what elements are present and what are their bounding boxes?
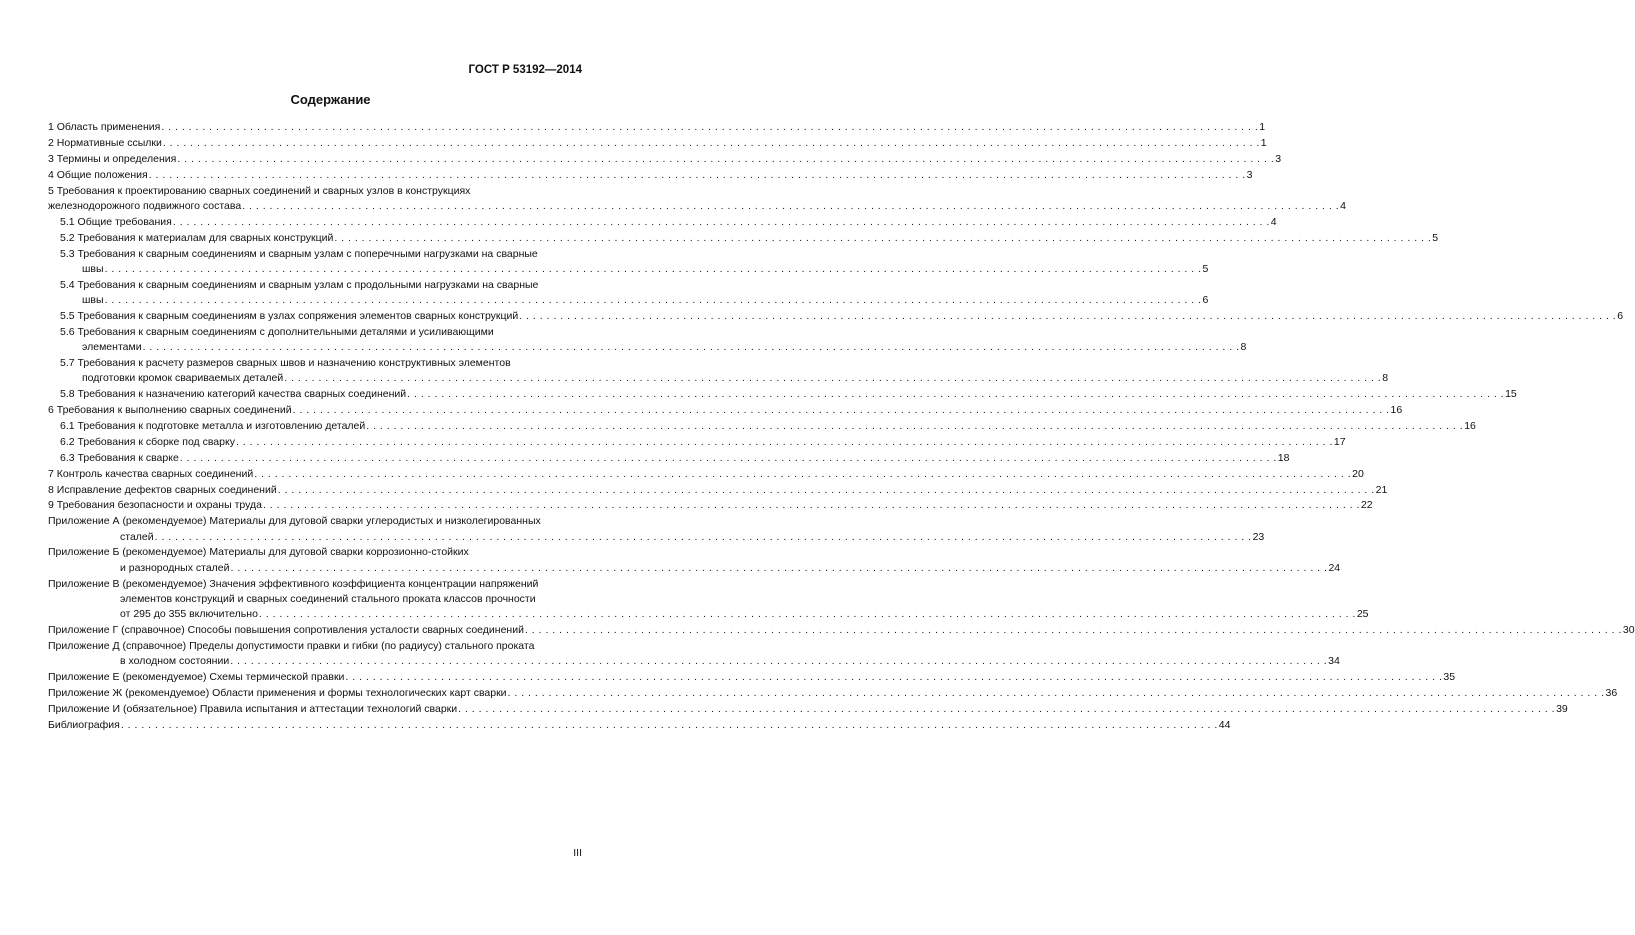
toc-entry-number: 5.1 (60, 215, 75, 228)
toc-entry[interactable] (48, 623, 1635, 638)
toc-entry-number: Приложение Г (48, 624, 119, 637)
toc-entry[interactable] (48, 309, 1624, 324)
toc-entry-number: 8 (48, 483, 54, 496)
toc-page-number: 3 (1275, 152, 1282, 165)
toc-entry-number: 5.6 (60, 325, 75, 338)
toc-entry-title: Требования к назначению категорий качества сварных соединений (77, 388, 407, 401)
dot-leader (254, 467, 1351, 482)
dot-leader (231, 561, 1328, 576)
toc-entry[interactable] (48, 467, 1364, 482)
toc-entry[interactable] (48, 435, 1346, 450)
toc-entry[interactable] (48, 403, 1403, 418)
toc-page-number: 1 (1259, 121, 1266, 133)
dot-leader (366, 419, 1463, 434)
toc-entry[interactable] (48, 356, 1389, 387)
toc-entry-number: Приложение Д (48, 640, 120, 653)
toc-entry-number: 5 (48, 184, 54, 197)
toc-entry[interactable] (48, 702, 1568, 717)
toc-page-number: 1 (1260, 136, 1267, 149)
dot-leader (278, 483, 1375, 498)
dot-leader (407, 387, 1504, 402)
toc-entry-title: Требования к сварным соединениям в узлах сопряжения элементов сварных конструкций (77, 309, 519, 322)
toc-entry-number: 5.4 (60, 278, 75, 291)
dot-leader (242, 199, 1339, 214)
toc-page-number: 36 (1605, 687, 1618, 700)
dot-leader (180, 451, 1277, 466)
toc-entry-title: Требования к сварным соединениям и сварным узлам с продольными нагрузками на сварные (77, 278, 539, 291)
dot-leader (345, 670, 1442, 685)
toc-page-number: 4 (1270, 215, 1277, 228)
toc-entry-title-continued: и разнородных сталей (120, 561, 230, 574)
toc-entry-title: Термины и определения (56, 152, 177, 165)
dot-leader (173, 215, 1270, 230)
table-of-contents (48, 120, 1635, 734)
toc-entry-title: (справочное) Пределы допустимости правки и гибки (по радиусу) стального проката (122, 640, 535, 653)
toc-entry[interactable] (48, 278, 1209, 309)
toc-entry-number: 5.2 (60, 231, 75, 244)
dot-leader (525, 623, 1622, 638)
toc-entry-number: 6.1 (60, 419, 75, 432)
toc-entry-number: Приложение В (48, 577, 120, 590)
toc-entry-title: Требования к выполнению сварных соединений (56, 404, 292, 417)
toc-page-number: 4 (1340, 199, 1346, 212)
toc-entry[interactable] (48, 639, 1340, 670)
toc-entry-title: Нормативные ссылки (56, 136, 162, 149)
toc-page-number: 16 (1464, 419, 1476, 432)
toc-entry-number: Приложение Е (48, 671, 120, 684)
toc-page-number: 22 (1360, 499, 1373, 512)
toc-entry[interactable] (48, 514, 1265, 545)
toc-page-number: 5 (1432, 231, 1439, 244)
toc-page-number: 6 (1617, 309, 1624, 322)
document-code: ГОСТ Р 53192—2014 (468, 64, 582, 76)
toc-entry-number: 7 (48, 467, 54, 480)
toc-entry-title-continued: в холодном состоянии (120, 655, 230, 668)
toc-entry-title: Требования к сварке (77, 451, 179, 464)
toc-entry-title: Библиография (48, 718, 120, 731)
dot-leader (105, 293, 1202, 308)
toc-entry-title: (справочное) Способы повышения сопротивления усталости сварных соединений (121, 624, 524, 637)
toc-entry[interactable] (48, 545, 1341, 576)
toc-entry[interactable] (48, 120, 1266, 135)
toc-entry-title: (рекомендуемое) Материалы для дуговой сварки углеродистых и низколегированных (122, 515, 541, 528)
toc-entry[interactable] (48, 215, 1277, 230)
toc-entry-title-continued: элементами (82, 341, 142, 354)
toc-entry-number: 5.7 (60, 356, 75, 369)
toc-page-number: 23 (1252, 530, 1265, 543)
toc-entry[interactable] (48, 577, 1369, 623)
toc-entry-title: Общие положения (56, 168, 148, 181)
toc-entry-number: 5.8 (60, 388, 75, 401)
toc-entry-title-continued: элементов конструкций и сварных соединений стального проката классов прочности (120, 592, 536, 605)
toc-entry-title: Исправление дефектов сварных соединений (56, 483, 277, 496)
toc-page-number: 3 (1246, 168, 1253, 181)
toc-entry-title: (рекомендуемое) Значения эффективного коэффициента концентрации напряжений (122, 577, 539, 590)
dot-leader (236, 435, 1333, 450)
toc-entry-title: Контроль качества сварных соединений (56, 467, 254, 480)
dot-leader (155, 530, 1252, 545)
toc-entry[interactable] (48, 686, 1618, 701)
toc-entry-number: 2 (48, 136, 54, 149)
toc-entry[interactable] (48, 136, 1267, 151)
dot-leader (105, 262, 1202, 277)
toc-entry-number: 6.2 (60, 435, 75, 448)
toc-entry-title: Требования к проектированию сварных соединений и сварных узлов в конструкциях (56, 184, 471, 197)
toc-entry-title-continued: сталей (120, 530, 154, 543)
toc-entry[interactable] (48, 419, 1476, 434)
dot-leader (334, 231, 1431, 246)
toc-page-number: 24 (1328, 561, 1341, 574)
dot-leader (230, 654, 1327, 669)
toc-entry[interactable] (48, 483, 1388, 498)
toc-entry-title: Требования к сборке под сварку (77, 435, 235, 448)
toc-entry-title: Требования к материалам для сварных конструкций (77, 231, 334, 244)
toc-page-number: 8 (1240, 341, 1247, 354)
toc-entry-title: Требования к подготовке металла и изготовлению деталей (77, 419, 366, 432)
toc-page-number: 39 (1556, 703, 1568, 716)
toc-entry[interactable] (48, 670, 1456, 685)
toc-page-number: 6 (1202, 294, 1209, 307)
dot-leader (263, 498, 1360, 513)
toc-entry[interactable] (48, 231, 1439, 246)
dot-leader (458, 702, 1555, 717)
dot-leader (121, 718, 1218, 733)
dot-leader (293, 403, 1390, 418)
dot-leader (284, 371, 1381, 386)
toc-entry-number: 6.3 (60, 451, 75, 464)
toc-entry-title-continued: железнодорожного подвижного состава (48, 199, 242, 212)
toc-page-number: 15 (1505, 388, 1517, 401)
toc-entry-title: Требования безопасности и охраны труда (56, 499, 262, 512)
toc-entry-number: 9 (48, 499, 54, 512)
toc-entry-title: Требования к расчету размеров сварных швов и назначению конструктивных элементов (77, 356, 511, 369)
toc-page-number: 30 (1622, 624, 1635, 637)
toc-entry[interactable] (48, 247, 1209, 278)
dot-leader (259, 607, 1356, 622)
toc-page-number: 21 (1375, 483, 1388, 496)
toc-entry-number: 5.3 (60, 247, 75, 260)
toc-entry-number: 6 (48, 404, 54, 417)
toc-page-number: 8 (1382, 372, 1389, 385)
toc-entry-number: 1 (48, 121, 54, 133)
toc-entry[interactable] (48, 184, 1346, 215)
toc-entry-title: (рекомендуемое) Схемы термической правки (122, 671, 345, 684)
toc-entry[interactable] (48, 498, 1373, 513)
toc-page-number: 34 (1328, 655, 1340, 668)
toc-page-number: 16 (1390, 404, 1403, 417)
dot-leader (149, 168, 1246, 183)
toc-entry-number: Приложение А (48, 515, 120, 528)
toc-entry[interactable] (48, 168, 1253, 183)
toc-page-number: 25 (1356, 608, 1369, 621)
dot-leader (143, 340, 1240, 355)
toc-entry-title: (рекомендуемое) Области применения и формы технологических карт сварки (125, 687, 507, 700)
dot-leader (508, 686, 1605, 701)
toc-page-number: 18 (1277, 451, 1290, 464)
toc-entry-number: Приложение Ж (48, 687, 123, 700)
toc-entry-title: (рекомендуемое) Материалы для дуговой сварки коррозионно-стойких (122, 546, 469, 559)
dot-leader (177, 152, 1274, 167)
toc-entry-number: Приложение Б (48, 546, 120, 559)
toc-entry-title: Область применения (56, 121, 161, 133)
toc-page-number: 44 (1218, 718, 1231, 731)
toc-entry-title: Требования к сварным соединениям и сварным узлам с поперечными нагрузками на сварные (77, 247, 538, 260)
page-number: III (573, 847, 582, 859)
toc-entry[interactable] (48, 451, 1290, 466)
toc-entry[interactable] (48, 325, 1247, 356)
toc-entry-title-continued: швы (82, 294, 104, 307)
toc-entry-title-continued: швы (82, 262, 104, 275)
toc-entry-title-continued: подготовки кромок свариваемых деталей (82, 372, 284, 385)
dot-leader (161, 120, 1258, 135)
toc-entry[interactable] (48, 152, 1282, 167)
toc-page-number: 35 (1443, 671, 1456, 684)
toc-entry-title: (обязательное) Правила испытания и аттестации технологий сварки (122, 703, 458, 716)
toc-entry-title: Общие требования (77, 215, 172, 228)
toc-entry[interactable] (48, 718, 1231, 733)
toc-entry-number: 3 (48, 152, 54, 165)
page-title: Содержание (290, 92, 371, 107)
toc-page-number: 17 (1333, 435, 1346, 448)
toc-entry-title-continued: от 295 до 355 включительно (120, 608, 258, 621)
toc-entry[interactable] (48, 387, 1517, 402)
toc-entry-number: Приложение И (48, 703, 121, 716)
toc-page-number: 5 (1202, 262, 1209, 275)
dot-leader (163, 136, 1260, 151)
toc-page-number: 20 (1352, 467, 1364, 480)
toc-entry-title: Требования к сварным соединениям с дополнительными деталями и усиливающими (77, 325, 494, 338)
toc-entry-number: 4 (48, 168, 54, 181)
toc-entry-number: 5.5 (60, 309, 75, 322)
dot-leader (519, 309, 1616, 324)
